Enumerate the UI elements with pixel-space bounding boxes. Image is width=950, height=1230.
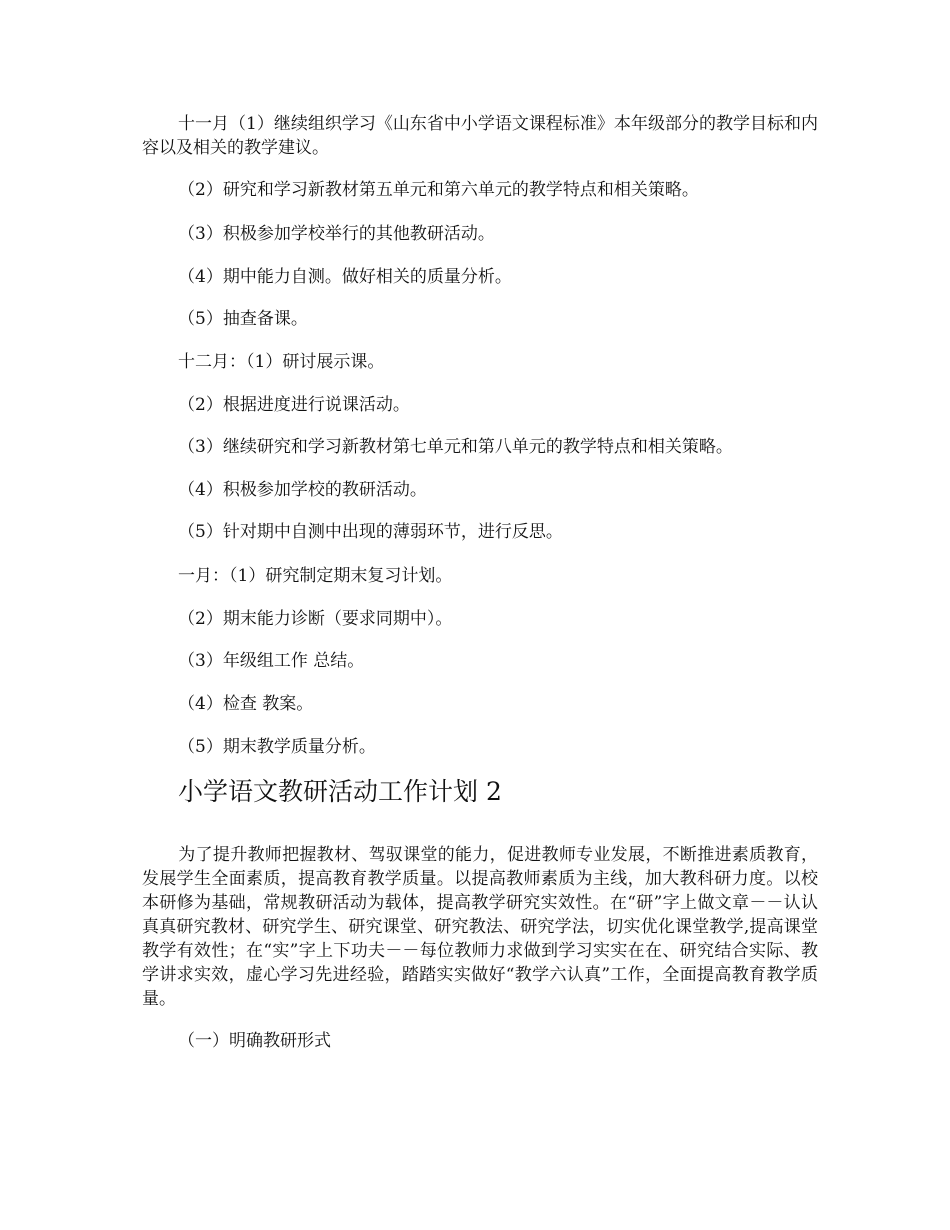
january-item-5: （5）期末教学质量分析。	[178, 737, 376, 757]
january-item-2: （2）期末能力诊断（要求同期中）。	[178, 609, 453, 629]
intro-paragraph: 为了提升教师把握教材、驾驭课堂的能力，促进教师专业发展，不断推进素质教育，发展学生全面素质，提高教育教学质量。以提高教师素质为主线，加大教科研力度。以校本研修为基础，常规教研活动为载体，提高教学研究实效性。在“研”字上做文章－－认认真真研究教材、研究学生、研究课堂、研究教法、研究学法，切实优化课堂教学,提高课堂教学有效性；在“实”字上下功夫－－每位教师力求做到学习实实在在、研究结合实际、教学讲求实效，虚心学习先进经验，踏踏实实做好“教学六认真”工作，全面提高教育教学质量。	[142, 845, 818, 1009]
december-item-2: （2）根据进度进行说课活动。	[178, 395, 410, 415]
subsection-title: （一）明确教研形式	[178, 1031, 331, 1051]
november-item-3: （3）积极参加学校举行的其他教研活动。	[178, 224, 495, 244]
december-item-5: （5）针对期中自测中出现的薄弱环节，进行反思。	[178, 522, 563, 542]
section-title: 小学语文教研活动工作计划 2	[178, 777, 502, 806]
november-item-2: （2）研究和学习新教材第五单元和第六单元的教学特点和相关策略。	[178, 180, 699, 200]
december-item-1: 十二月：（1）研讨展示课。	[178, 352, 385, 372]
november-item-5: （5）抽查备课。	[178, 309, 308, 329]
december-item-3: （3）继续研究和学习新教材第七单元和第八单元的教学特点和相关策略。	[178, 437, 733, 457]
december-item-4: （4）积极参加学校的教研活动。	[178, 480, 427, 500]
november-intro-paragraph: 十一月（1）继续组织学习《山东省中小学语文课程标准》本年级部分的教学目标和内容以及相关的教学建议。	[142, 114, 818, 158]
january-item-1: 一月：（1）研究制定期末复习计划。	[178, 566, 453, 586]
november-item-4: （4）期中能力自测。做好相关的质量分析。	[178, 267, 512, 287]
january-item-4: （4）检查 教案。	[178, 694, 314, 714]
january-item-3: （3）年级组工作 总结。	[178, 651, 365, 671]
